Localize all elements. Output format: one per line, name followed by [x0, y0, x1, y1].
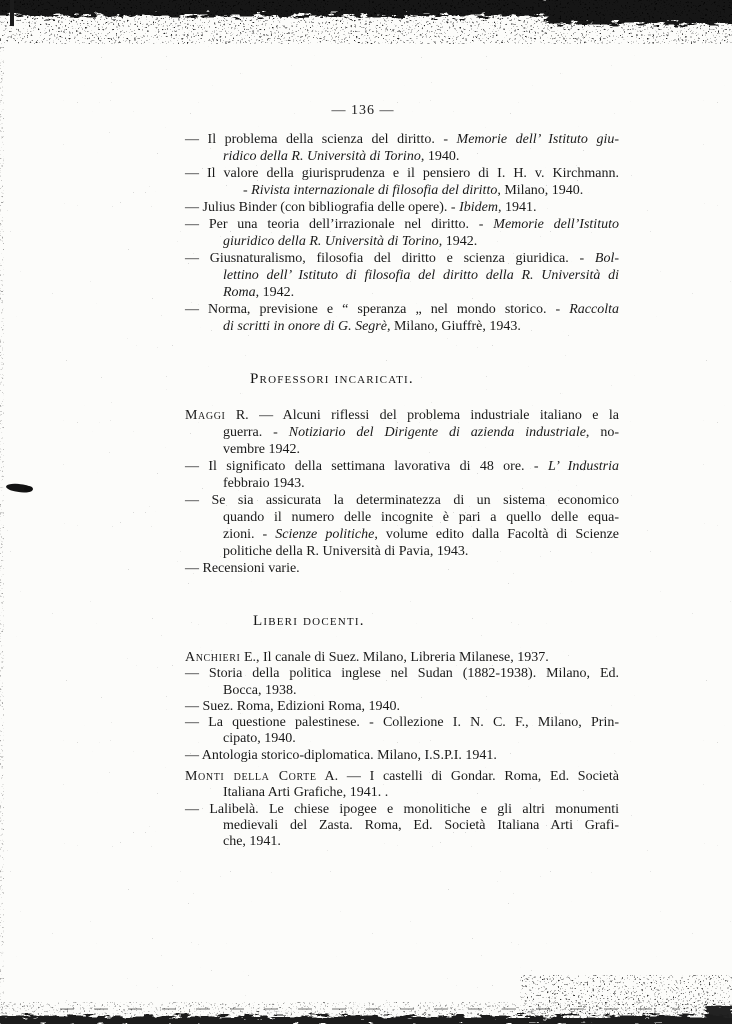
- bibliography-entry: [185, 216, 619, 250]
- text-line: [185, 748, 619, 764]
- italic-text: Scienze politiche: [275, 527, 375, 542]
- bibliography-entry: [185, 699, 619, 715]
- scan-edge-top-right: [545, 0, 732, 24]
- text-line: [185, 165, 619, 182]
- section-heading-professori-incaricati: Professori incaricati.: [250, 371, 414, 387]
- ink-smudge: [24, 486, 33, 492]
- text-line: [185, 131, 619, 148]
- text-line: [185, 441, 619, 458]
- text-line: [185, 475, 619, 492]
- text-line: [185, 769, 619, 785]
- bibliography-section-continued: [185, 131, 619, 335]
- ink-smudge: [6, 482, 33, 494]
- scan-edge-bottom: [0, 1016, 732, 1024]
- bibliography-entry: [185, 560, 619, 577]
- text-line: [185, 424, 619, 441]
- scan-edge-left: [0, 0, 4, 1024]
- text-line: [185, 458, 619, 475]
- text-line: [185, 543, 619, 560]
- author-name: Maggi: [185, 408, 226, 423]
- text-line: [185, 301, 619, 318]
- text-line: [185, 802, 619, 818]
- roman-text: , volume edito dalla Facoltà di Scienze: [374, 527, 619, 542]
- roman-text: zioni. -: [223, 527, 276, 542]
- bibliography-entry: [185, 802, 619, 851]
- roman-text: , Milano, Giuffrè, 1943.: [386, 319, 521, 334]
- text-line: [185, 492, 619, 509]
- roman-text: — Giusnaturalismo, filosofia del diritto e scienza giuridica. -: [185, 251, 595, 266]
- bibliography-entry: [185, 492, 619, 560]
- bibliography-entry: [185, 407, 619, 458]
- italic-text: di scritti in onore di G. Segrè: [223, 319, 387, 334]
- text-line: [185, 699, 619, 715]
- bibliography-entry: [185, 165, 619, 199]
- italic-text: Raccolta: [569, 302, 619, 317]
- italic-text: Bol-: [594, 251, 619, 266]
- text-line: [185, 216, 619, 233]
- roman-text: , 1941.: [497, 200, 537, 215]
- italic-text: Memorie dell’Istituto: [493, 217, 619, 232]
- bibliography-entry: [185, 715, 619, 748]
- section-liberi-docenti-entries: [185, 650, 619, 851]
- roman-text: — Storia della politica inglese nel Sudan (1882-1938). Milano, Ed.: [185, 666, 619, 682]
- italic-text: Notiziario del Dirigente di azienda industriale: [288, 425, 586, 440]
- text-line: [185, 560, 619, 577]
- scan-noise-top: [0, 0, 732, 44]
- italic-text: Rivista internazionale di filosofia del diritto: [251, 183, 498, 198]
- author-name: Anchieri: [185, 650, 241, 665]
- bibliography-entry: [185, 748, 619, 764]
- roman-text: vembre 1942.: [223, 442, 300, 457]
- italic-text: Ibidem: [459, 200, 498, 215]
- roman-text: R. — Alcuni riflessi del problema industriale italiano e la: [225, 408, 619, 423]
- text-line: [185, 233, 619, 250]
- roman-text: Bocca, 1938.: [223, 682, 297, 698]
- roman-text: — Il significato della settimana lavorativa di 48 ore. -: [185, 459, 548, 474]
- italic-text: L’ Industria: [547, 459, 620, 474]
- scan-mark-bottom-right: [706, 1006, 732, 1024]
- bibliography-entry: [185, 199, 619, 216]
- bibliography-entry: [185, 769, 619, 802]
- text-line: [185, 785, 619, 801]
- roman-text: medievali del Zasta. Roma, Ed. Società Italiana Arti Grafi-: [223, 817, 619, 833]
- italic-text: lettino dell’ Istituto di filosofia del diritto della R. Università di: [223, 268, 619, 283]
- text-line: [185, 526, 619, 543]
- bibliography-entry: [185, 301, 619, 335]
- roman-text: — Il problema della scienza del diritto. -: [185, 132, 457, 147]
- text-line: [185, 250, 619, 267]
- bibliography-entry: [185, 250, 619, 301]
- roman-text: — La questione palestinese. - Collezione I. N. C. F., Milano, Prin-: [185, 715, 619, 731]
- roman-text: che, 1941.: [223, 834, 281, 850]
- roman-text: politiche della R. Università di Pavia, 1943.: [223, 544, 469, 559]
- text-line: [185, 318, 619, 335]
- text-line: [185, 267, 619, 284]
- bibliography-entry: [185, 131, 619, 165]
- roman-text: — Per una teoria dell’irrazionale nel diritto. -: [185, 217, 494, 232]
- scan-dashed-line-bottom: [60, 1008, 680, 1010]
- roman-text: , 1942.: [438, 234, 478, 249]
- bibliography-entry: [185, 666, 619, 699]
- author-name: Monti della Corte: [185, 769, 317, 785]
- bibliography-entry: [185, 650, 619, 666]
- roman-text: — Suez. Roma, Edizioni Roma, 1940.: [185, 698, 401, 714]
- text-line: [185, 650, 619, 666]
- roman-text: guerra. -: [223, 425, 289, 440]
- roman-text: -: [243, 183, 252, 198]
- scan-mark-top-left: [10, 0, 14, 26]
- scan-noise-bottom-right: [520, 975, 732, 1024]
- roman-text: — Recensioni varie.: [185, 561, 300, 576]
- text-line: [185, 407, 619, 424]
- roman-text: — Lalibelà. Le chiese ipogee e monolitiche e gli altri monumenti: [185, 801, 619, 817]
- roman-text: A. — I castelli di Gondar. Roma, Ed. Società: [316, 769, 620, 785]
- bibliography-entry: [185, 458, 619, 492]
- text-line: [185, 834, 619, 850]
- text-line: [185, 148, 619, 165]
- roman-text: — Julius Binder (con bibliografia delle opere). -: [185, 200, 460, 215]
- roman-text: — Antologia storico-diplomatica. Milano, I.S.P.I. 1941.: [185, 747, 497, 763]
- roman-text: — Norma, previsione e “ speranza „ nel mondo storico. -: [185, 302, 570, 317]
- roman-text: , 1942.: [255, 285, 295, 300]
- text-line: [185, 509, 619, 526]
- text-line: [185, 715, 619, 731]
- roman-text: — Il valore della giurisprudenza e il pensiero di I. H. v. Kirchmann.: [185, 166, 619, 181]
- italic-text: ridico della R. Università di Torino: [223, 149, 421, 164]
- section-heading-liberi-docenti: Liberi docenti.: [253, 613, 365, 629]
- roman-text: , no-: [585, 425, 619, 440]
- text-line: [185, 731, 619, 747]
- roman-text: E., Il canale di Suez. Milano, Libreria Milanese, 1937.: [240, 650, 549, 665]
- text-line: [185, 199, 619, 216]
- roman-text: , Milano, 1940.: [497, 183, 584, 198]
- italic-text: Memorie dell’ Istituto giu-: [456, 132, 619, 147]
- text-line: [185, 683, 619, 699]
- roman-text: Italiana Arti Grafiche, 1941. .: [223, 785, 389, 801]
- roman-text: cipato, 1940.: [223, 731, 296, 747]
- text-line: [185, 284, 619, 301]
- page-number: — 136 —: [331, 103, 395, 118]
- roman-text: quando il numero delle incognite è pari a quello delle equa-: [223, 510, 619, 525]
- italic-text: giuridico della R. Università di Torino: [223, 234, 439, 249]
- section-professori-incaricati-entries: [185, 407, 619, 577]
- scan-edge-top: [0, 0, 732, 16]
- text-line: [185, 666, 619, 682]
- italic-text: Roma: [223, 285, 256, 300]
- roman-text: febbraio 1943.: [223, 476, 305, 491]
- scan-noise-bottom: [0, 1002, 732, 1024]
- text-line: [185, 182, 619, 199]
- roman-text: , 1940.: [420, 149, 460, 164]
- roman-text: — Se sia assicurata la determinatezza di un sistema economico: [185, 493, 619, 508]
- text-line: [185, 818, 619, 834]
